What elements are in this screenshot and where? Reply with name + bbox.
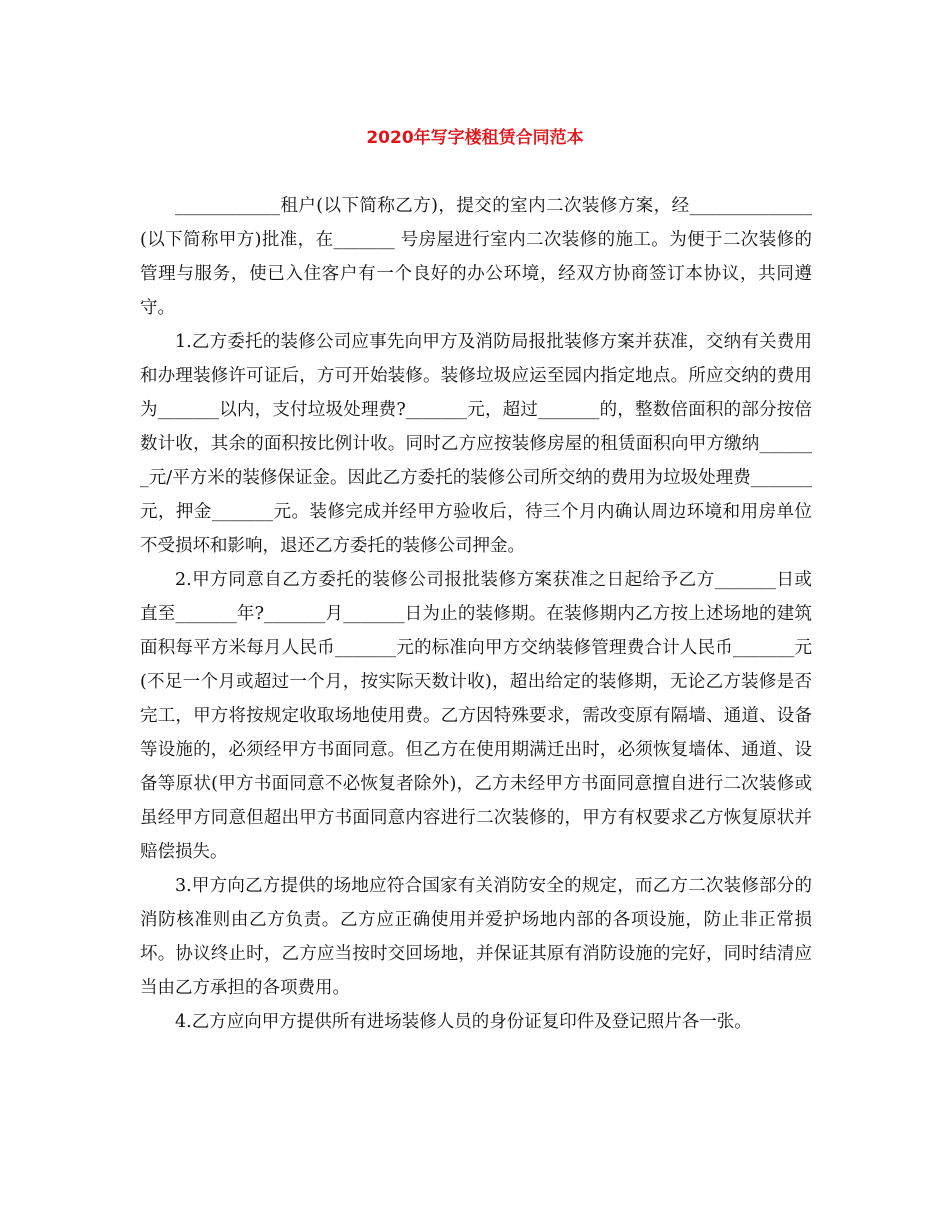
clause-1-paragraph: 1.乙方委托的装修公司应事先向甲方及消防局报批装修方案并获准，交纳有关费用和办理装修许可证后，方可开始装修。装修垃圾应运至园内指定地点。所应交纳的费用为_______以内，支付垃圾处理费?_______元，超过_______的，整数倍面积的部分按倍数计收，其余的面积按比例计收。同时乙方应按装修房屋的租赁面积向甲方缴纳_______元/平方米的装修保证金。因此乙方委托的装修公司所交纳的费用为垃圾处理费_______ 元，押金_______元。装修完成并经甲方验收后，待三个月内确认周边环境和用房单位不受损坏和影响，退还乙方委托的装修公司押金。 xyxy=(140,332,818,556)
clause-3-paragraph: 3.甲方向乙方提供的场地应符合国家有关消防安全的规定，而乙方二次装修部分的消防核准则由乙方负责。乙方应正确使用并爱护场地内部的各项设施，防止非正常损坏。协议终止时，乙方应当按时交回场地，并保证其原有消防设施的完好，同时结清应当由乙方承担的各项费用。 xyxy=(140,876,812,998)
intro-paragraph: ____________租户(以下简称乙方)，提交的室内二次装修方案，经______________(以下简称甲方)批准，在_______ 号房屋进行室内二次装修的施工。为便于二次装修的管理与服务，使已入住客户有一个良好的办公环境，经双方协商签订本协议，共同遵守。 xyxy=(140,196,812,318)
clause-2-paragraph: 2.甲方同意自乙方委托的装修公司报批装修方案获准之日起给予乙方_______日或直至_______年?_______月_______日为止的装修期。在装修期内乙方按上述场地的建筑面积每平方米每月人民币_______元的标准向甲方交纳装修管理费合计人民币_______元(不足一个月或超过一个月，按实际天数计收)，超出给定的装修期，无论乙方装修是否完工，甲方将按规定收取场地使用费。乙方因特殊要求，需改变原有隔墙、通道、设备等设施的，必须经甲方书面同意。但乙方在使用期满迁出时，必须恢复墙体、通道、设备等原状(甲方书面同意不必恢复者除外)，乙方未经甲方书面同意擅自进行二次装修或虽经甲方同意但超出甲方书面同意内容进行二次装修的，甲方有权要求乙方恢复原状并赔偿损失。 xyxy=(140,570,812,862)
clause-4-paragraph: 4.乙方应向甲方提供所有进场装修人员的身份证复印件及登记照片各一张。 xyxy=(175,1012,752,1032)
document-body xyxy=(140,189,818,1039)
document-title: 2020年写字楼租赁合同范本 xyxy=(366,128,584,148)
